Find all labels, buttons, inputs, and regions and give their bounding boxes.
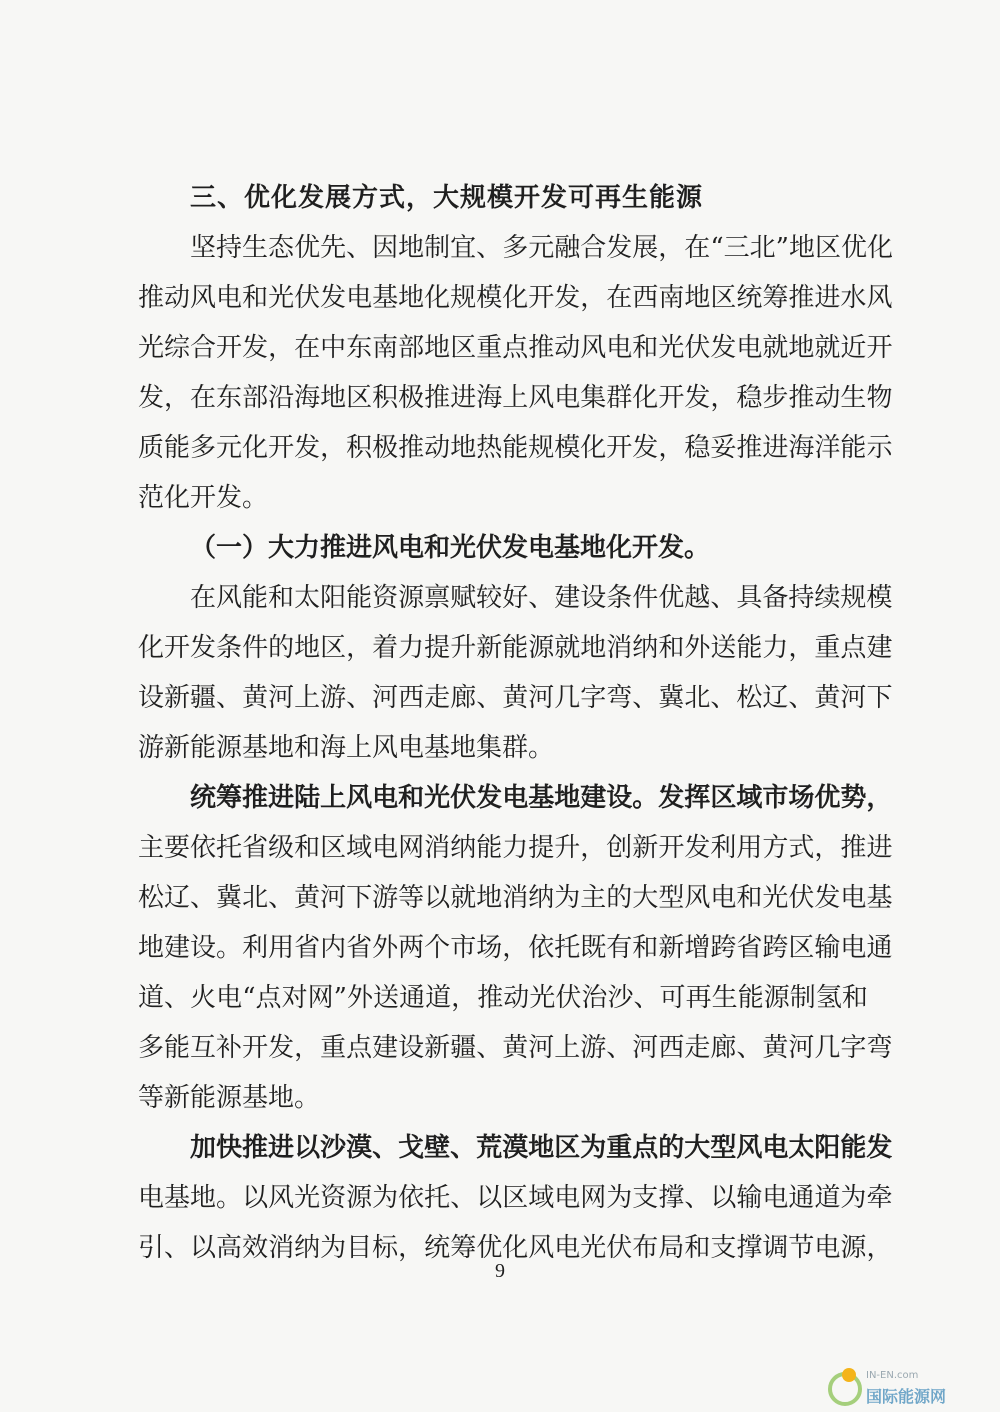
subsection-heading: （一）大力推进风电和光伏发电基地化开发。 xyxy=(190,533,711,563)
paragraph-line: 松 辽 、 冀 北 、 黄 河 下 游 等 以 就 地 消 纳 为 主 的 大 型 风 电 和 光 伏 发 电 基 xyxy=(138,883,893,913)
paragraph-line: 推 动 风 电 和 光 伏 发 电 基 地 化 规 模 化 开 发 ， 在 西 南 地 区 统 筹 推 进 水 风 xyxy=(138,283,893,313)
paragraph-line: 多 能 互 补 开 发 ， 重 点 建 设 新 疆 、 黄 河 上 游 、 河 西 走 廊 、 黄 河 几 字 弯 xyxy=(138,1033,893,1063)
paragraph-line: 加 快 推 进 以 沙 漠 、 戈 壁 、 荒 漠 地 区 为 重 点 的 大 型 风 电 太 阳 能 发 xyxy=(190,1133,893,1163)
paragraph-line: 质 能 多 元 化 开 发 ， 积 极 推 动 地 热 能 规 模 化 开 发 ， 稳 妥 推 进 海 洋 能 示 xyxy=(138,433,893,463)
paragraph-line: 道 、 火 电 “ 点 对 网 ” 外 送 通 道 ， 推 动 光 伏 治 沙 、 可 再 生 能 源 制 氢 和 xyxy=(138,983,868,1013)
sun-icon xyxy=(842,1368,856,1382)
paragraph-line: 设 新 疆 、 黄 河 上 游 、 河 西 走 廊 、 黄 河 几 字 弯 、 冀 北 、 松 辽 、 黄 河 下 xyxy=(138,683,893,713)
paragraph-line: 等新能源基地。 xyxy=(138,1083,321,1113)
page-number: 9 xyxy=(495,1260,505,1282)
paragraph-line: 在 风 能 和 太 阳 能 资 源 禀 赋 较 好 、 建 设 条 件 优 越 、 具 备 持 续 规 模 xyxy=(190,583,893,613)
watermark-logo xyxy=(828,1368,988,1408)
paragraph-line: 发 ， 在 东 部 沿 海 地 区 积 极 推 进 海 上 风 电 集 群 化 开 发 ， 稳 步 推 动 生 物 xyxy=(138,383,893,413)
paragraph-line: 坚 持 生 态 优 先 、 因 地 制 宜 、 多 元 融 合 发 展 ， 在 “ 三 北 ” 地 区 优 化 xyxy=(190,233,893,263)
paragraph-line: 游新能源基地和海上风电基地集群。 xyxy=(138,733,555,763)
paragraph-line: 引 、 以 高 效 消 纳 为 目 标 ， 统 筹 优 化 风 电 光 伏 布 局 和 支 撑 调 节 电 源 ， xyxy=(138,1233,893,1263)
paragraph-line: 化 开 发 条 件 的 地 区 ， 着 力 提 升 新 能 源 就 地 消 纳 和 外 送 能 力 ， 重 点 建 xyxy=(138,633,893,663)
paragraph-line: 地 建 设 。 利 用 省 内 省 外 两 个 市 场 ， 依 托 既 有 和 新 增 跨 省 跨 区 输 电 通 xyxy=(138,933,893,963)
paragraph-line: 统 筹 推 进 陆 上 风 电 和 光 伏 发 电 基 地 建 设 。 发 挥 区 域 市 场 优 势 ， xyxy=(190,783,893,813)
paragraph-line: 主 要 依 托 省 级 和 区 域 电 网 消 纳 能 力 提 升 ， 创 新 开 发 利 用 方 式 ， 推 进 xyxy=(138,833,893,863)
paragraph-line: 电 基 地 。 以 风 光 资 源 为 依 托 、 以 区 域 电 网 为 支 撑 、 以 输 电 通 道 为 牵 xyxy=(138,1183,893,1213)
watermark-name: 国际能源网 xyxy=(866,1387,947,1406)
paragraph-line: 光 综 合 开 发 ， 在 中 东 南 部 地 区 重 点 推 动 风 电 和 光 伏 发 电 就 地 就 近 开 xyxy=(138,333,893,363)
watermark-domain: IN-EN.com xyxy=(866,1370,919,1381)
paragraph-line: 范化开发。 xyxy=(138,483,269,513)
section-heading: 三、优化发展方式，大规模开发可再生能源 xyxy=(190,183,704,213)
